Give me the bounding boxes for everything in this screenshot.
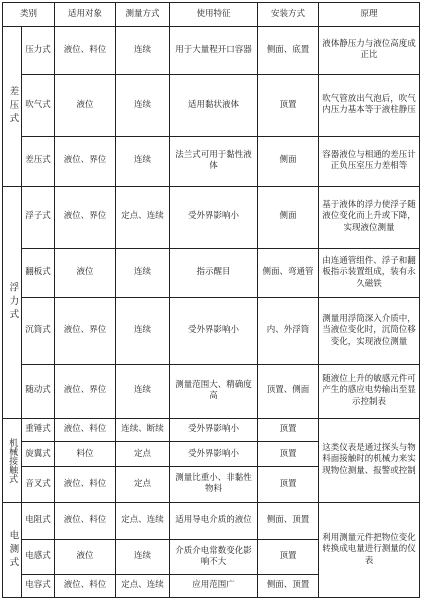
method-cell: 定点 bbox=[116, 442, 170, 467]
feature-cell: 介质介电常数变化影响不大 bbox=[170, 539, 258, 574]
object-cell: 液位、界位 bbox=[55, 186, 116, 248]
table-row bbox=[3, 136, 420, 186]
method-cell: 定点 bbox=[116, 467, 170, 502]
object-cell: 液位、界位 bbox=[55, 136, 116, 186]
table-row bbox=[3, 364, 420, 418]
type-cell: 音叉式 bbox=[22, 467, 55, 502]
header-category: 类别 bbox=[3, 3, 55, 27]
method-cell: 连续 bbox=[116, 298, 170, 364]
feature-cell: 用于大量程开口容器 bbox=[170, 27, 258, 75]
type-cell: 重锤式 bbox=[22, 418, 55, 442]
principle-cell: 吹气管放出气泡后，吹气内压力基本等于液柱静压 bbox=[319, 74, 420, 136]
header-feature: 使用特征 bbox=[170, 3, 258, 27]
type-cell: 差压式 bbox=[22, 136, 55, 186]
object-cell: 液位 bbox=[55, 74, 116, 136]
type-cell: 电容式 bbox=[22, 575, 55, 598]
header-object: 适用对象 bbox=[55, 3, 116, 27]
principle-cell: 基于液体的浮力使浮子随液位变化而上升或下降，实现液位测量 bbox=[319, 186, 420, 248]
install-cell: 顶置 bbox=[258, 539, 319, 574]
install-cell: 顶置 bbox=[258, 442, 319, 467]
feature-cell: 应用范围广 bbox=[170, 575, 258, 598]
type-cell: 吹气式 bbox=[22, 74, 55, 136]
install-cell: 侧面 bbox=[258, 186, 319, 248]
principle-mechanical: 这类仪表是通过探头与物料面接触时的机械力来实现物位测量、报警或控制 bbox=[319, 418, 420, 502]
header-principle: 原理 bbox=[319, 3, 420, 27]
install-cell: 侧面、顶置 bbox=[258, 502, 319, 539]
object-cell: 液位 bbox=[55, 248, 116, 298]
method-cell: 定点、连续 bbox=[116, 575, 170, 598]
type-cell: 翻板式 bbox=[22, 248, 55, 298]
method-cell: 连续、断续 bbox=[116, 418, 170, 442]
table-row bbox=[3, 248, 420, 298]
object-cell: 液位、料位 bbox=[55, 467, 116, 502]
table-row bbox=[3, 74, 420, 136]
feature-cell: 受外界影响小 bbox=[170, 298, 258, 364]
principle-cell: 随液位上升的敏感元件可产生的感应电势输出至显示控制表 bbox=[319, 364, 420, 418]
method-cell: 定点、连续 bbox=[116, 186, 170, 248]
table-row bbox=[3, 502, 420, 539]
object-cell: 液位、料位 bbox=[55, 502, 116, 539]
type-cell: 旋翼式 bbox=[22, 442, 55, 467]
category-electrical: 电测式 bbox=[3, 502, 22, 597]
method-cell: 定点、连续 bbox=[116, 502, 170, 539]
type-cell: 压力式 bbox=[22, 27, 55, 75]
table-row bbox=[3, 186, 420, 248]
principle-electrical: 利用测量元件把物位变化转换成电量进行测量的仪表 bbox=[319, 502, 420, 597]
feature-cell: 测量比重小、非黏性物料 bbox=[170, 467, 258, 502]
feature-cell: 适用导电介质的液位 bbox=[170, 502, 258, 539]
install-cell: 顶置 bbox=[258, 418, 319, 442]
object-cell: 液位、界位 bbox=[55, 364, 116, 418]
install-cell: 侧面、顶置 bbox=[258, 575, 319, 598]
method-cell: 连续 bbox=[116, 364, 170, 418]
principle-cell: 测量用浮筒深入介质中，当液位变化时，沉筒位移变化，实现液位测量 bbox=[319, 298, 420, 364]
header-method: 测量方式 bbox=[116, 3, 170, 27]
install-cell: 顶置 bbox=[258, 467, 319, 502]
header-row bbox=[3, 3, 420, 27]
install-cell: 侧面 bbox=[258, 136, 319, 186]
object-cell: 液位、料位 bbox=[55, 418, 116, 442]
install-cell: 顶置、侧面 bbox=[258, 364, 319, 418]
object-cell: 液位、料位 bbox=[55, 575, 116, 598]
type-cell: 沉筒式 bbox=[22, 298, 55, 364]
type-cell: 浮子式 bbox=[22, 186, 55, 248]
feature-cell: 受外界影响小 bbox=[170, 442, 258, 467]
method-cell: 连续 bbox=[116, 136, 170, 186]
install-cell: 内、外浮筒 bbox=[258, 298, 319, 364]
install-cell: 顶置 bbox=[258, 74, 319, 136]
method-cell: 连续 bbox=[116, 248, 170, 298]
type-cell: 电感式 bbox=[22, 539, 55, 574]
object-cell: 液位、料位 bbox=[55, 27, 116, 75]
category-mechanical: 机械接触式 bbox=[3, 418, 22, 502]
object-cell: 液位、界位 bbox=[55, 298, 116, 364]
method-cell: 连续 bbox=[116, 27, 170, 75]
type-cell: 电阻式 bbox=[22, 502, 55, 539]
object-cell: 料位 bbox=[55, 442, 116, 467]
category-pressure: 差压式 bbox=[3, 27, 22, 187]
table-row bbox=[3, 298, 420, 364]
feature-cell: 指示醒目 bbox=[170, 248, 258, 298]
feature-cell: 法兰式可用于黏性液体 bbox=[170, 136, 258, 186]
install-cell: 侧面、弯通管 bbox=[258, 248, 319, 298]
feature-cell: 测量范围大、精确度高 bbox=[170, 364, 258, 418]
table-row bbox=[3, 27, 420, 75]
category-buoyancy: 浮力式 bbox=[3, 186, 22, 418]
method-cell: 连续 bbox=[116, 539, 170, 574]
principle-cell: 容器液位与相通的差压计正负压室压力差相等 bbox=[319, 136, 420, 186]
install-cell: 侧面、底置 bbox=[258, 27, 319, 75]
type-cell: 随动式 bbox=[22, 364, 55, 418]
level-instrument-table bbox=[2, 2, 420, 598]
feature-cell: 受外界影响小 bbox=[170, 418, 258, 442]
table-row bbox=[3, 418, 420, 442]
header-install: 安装方式 bbox=[258, 3, 319, 27]
page bbox=[2, 2, 419, 598]
principle-cell: 由连通管组件、浮子和翻板指示装置组成，装有永久磁铁 bbox=[319, 248, 420, 298]
object-cell: 液位 bbox=[55, 539, 116, 574]
feature-cell: 适用黏状液体 bbox=[170, 74, 258, 136]
feature-cell: 受外界影响小 bbox=[170, 186, 258, 248]
principle-cell: 液体静压力与液位高度成正比 bbox=[319, 27, 420, 75]
method-cell: 连续 bbox=[116, 74, 170, 136]
